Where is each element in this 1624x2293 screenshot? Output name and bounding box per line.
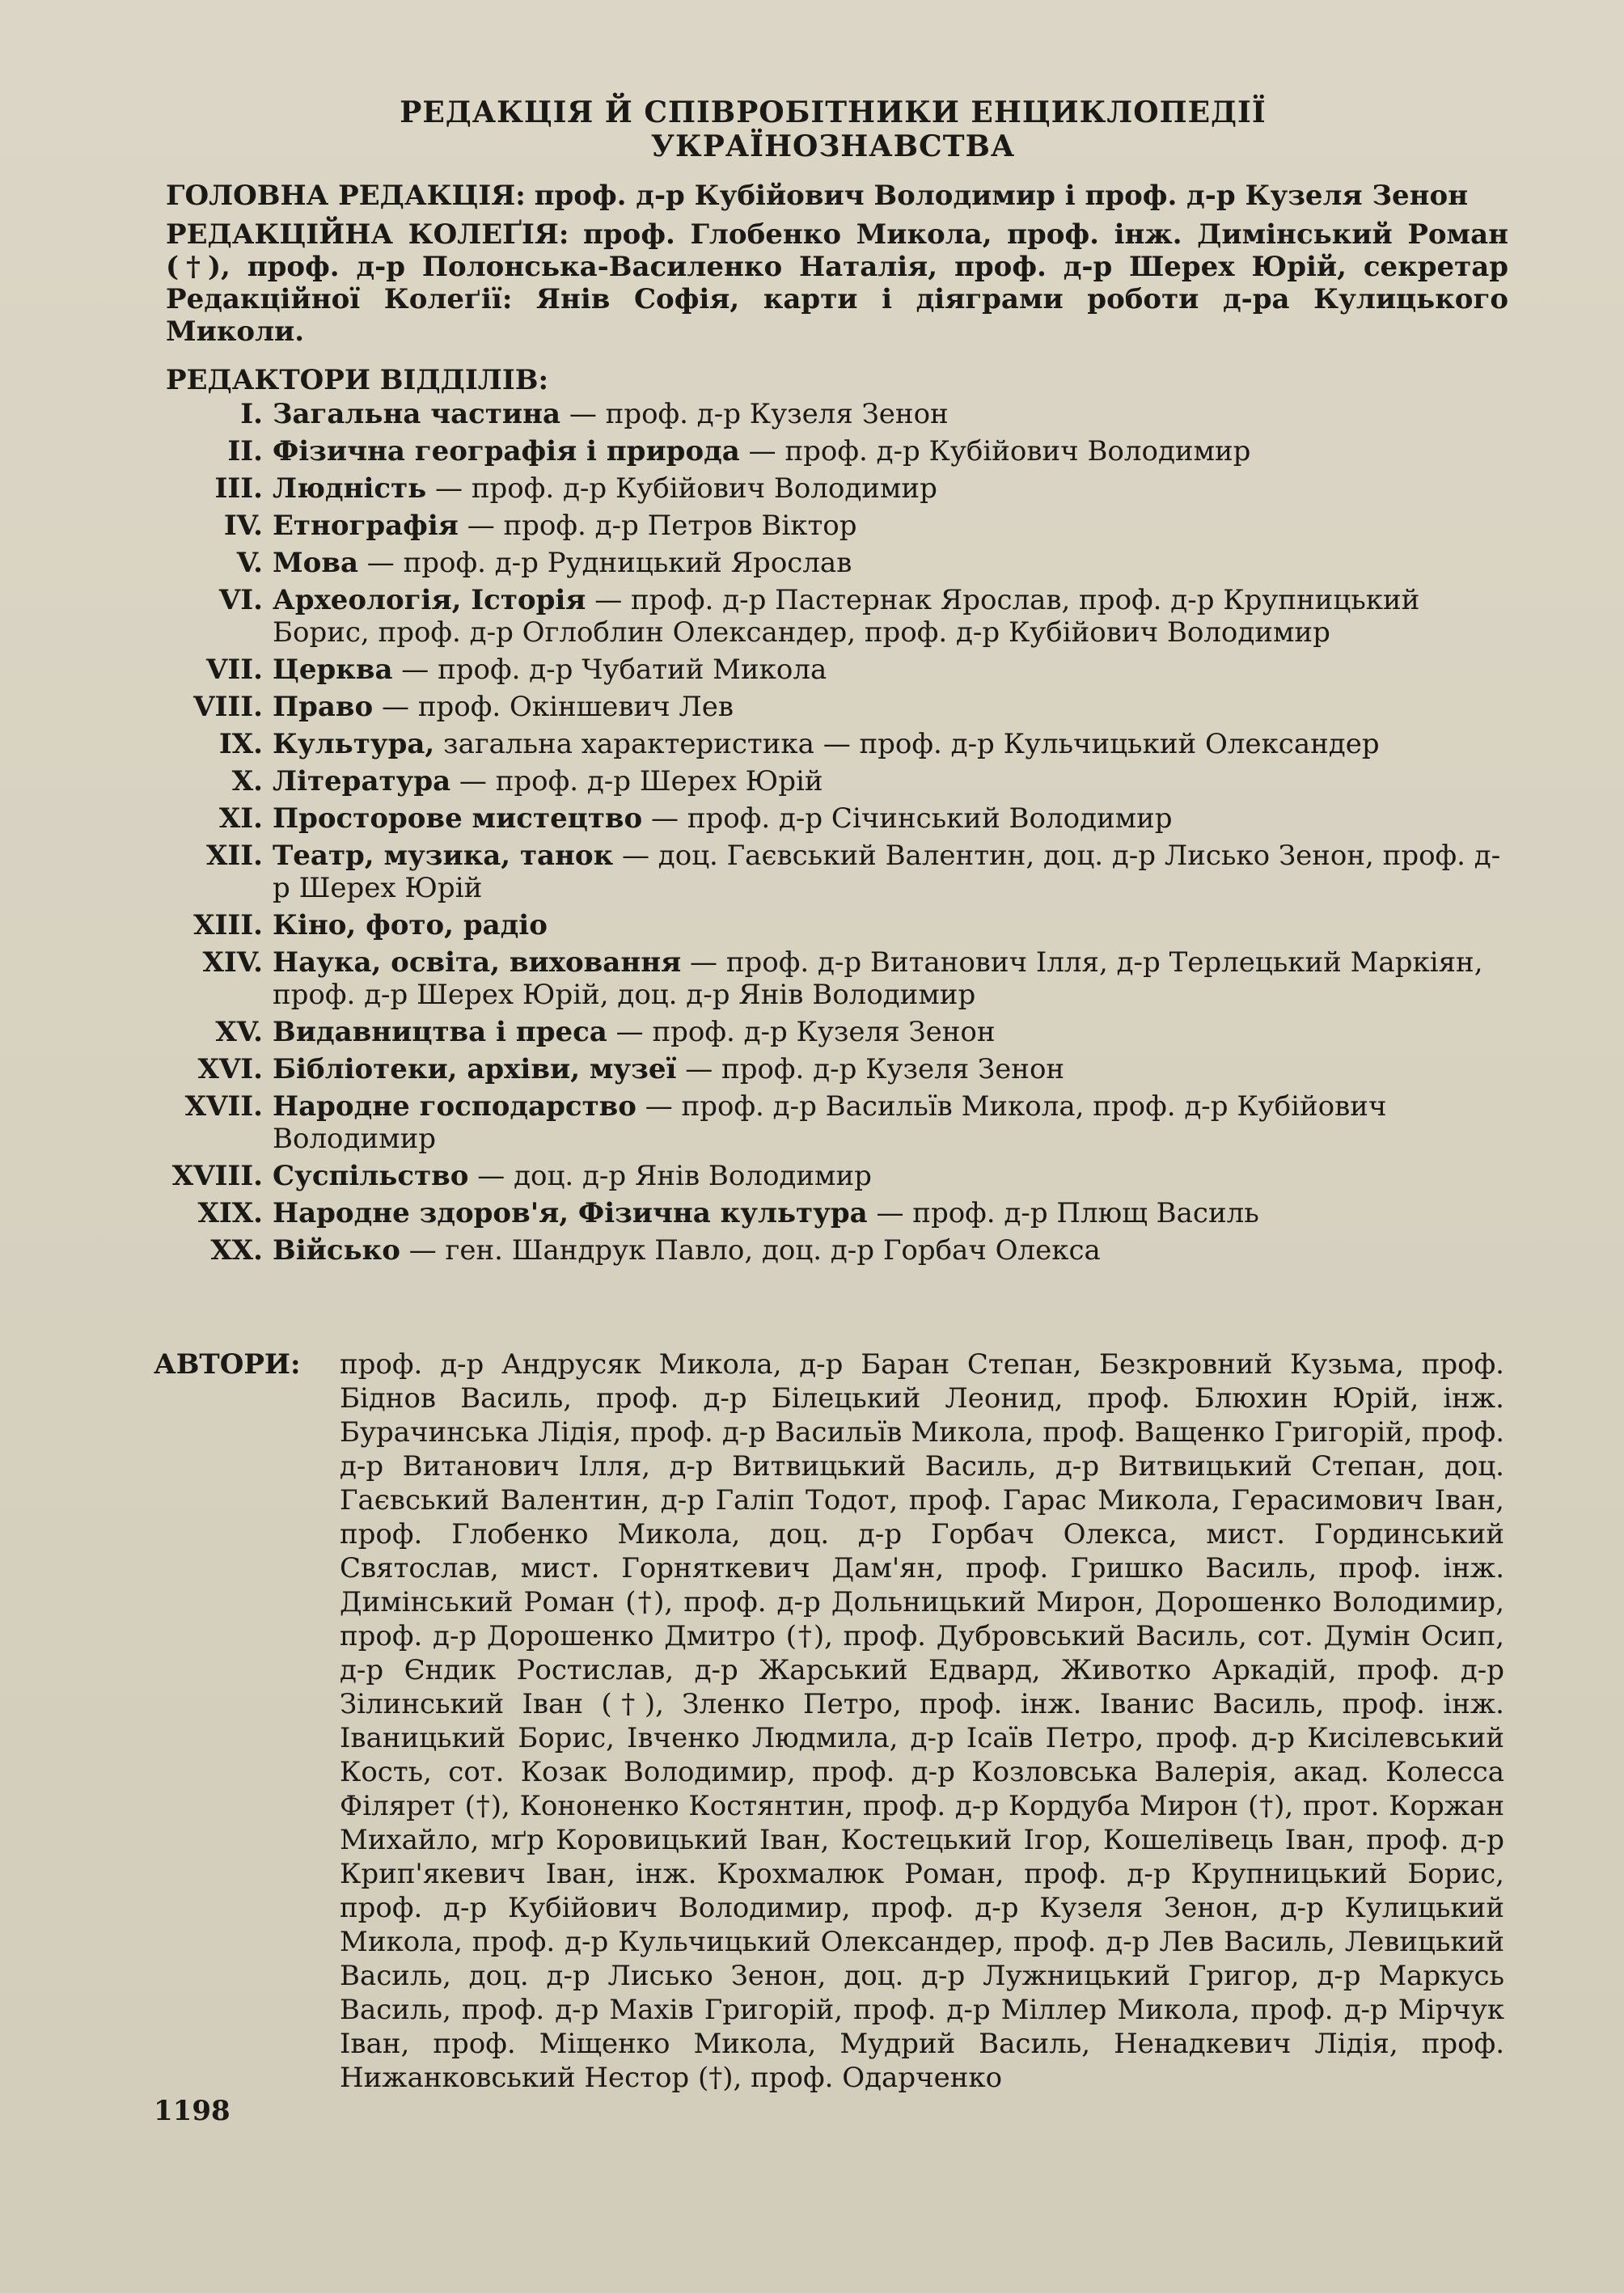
section-row <box>121 802 1504 835</box>
section-subject: Наука, освіта, виховання <box>273 946 682 979</box>
section-text <box>273 909 1502 941</box>
section-row <box>121 1053 1504 1085</box>
section-editors: — проф. д-р Пастернак Ярослав, проф. д-р Крупницький Борис, проф. д-р Оглоблин Олександер, проф. д-р Кубійович Володимир <box>273 584 1420 649</box>
section-subject: Кіно, фото, радіо <box>273 909 548 941</box>
section-row <box>121 946 1504 1011</box>
section-editors: — проф. д-р Кузеля Зенон <box>607 1016 996 1048</box>
section-editors: — проф. д-р Кузеля Зенон <box>560 398 949 430</box>
section-editors: — проф. д-р Кубійович Володимир <box>739 435 1251 467</box>
section-editors-heading: РЕДАКТОРИ ВІДДІЛІВ: <box>166 364 549 396</box>
section-editors: — проф. д-р Кузеля Зенон <box>676 1053 1065 1085</box>
section-subject: Військо <box>273 1234 400 1267</box>
main-editorial-text: проф. д-р Кубійович Володимир і проф. д-р Кузеля Зенон <box>534 180 1469 212</box>
section-text <box>273 765 1502 797</box>
section-row <box>121 547 1504 579</box>
section-text <box>273 1053 1502 1085</box>
authors-block <box>154 1347 1512 2095</box>
section-number: XX. <box>210 1234 263 1267</box>
section-editors: — ген. Шандрук Павло, доц. д-р Горбач Олекса <box>400 1234 1101 1267</box>
section-row <box>121 1234 1504 1267</box>
section-subject: Видавництва і преса <box>273 1016 607 1048</box>
section-text <box>273 1016 1502 1048</box>
section-text <box>273 802 1502 835</box>
section-row <box>121 654 1504 686</box>
section-subject: Література <box>273 765 451 797</box>
section-subject: Людність <box>273 472 427 505</box>
section-editors: загальна характеристика — проф. д-р Кульчицький Олександер <box>434 728 1380 760</box>
editorial-board <box>166 218 1508 348</box>
section-number: XII. <box>205 840 263 872</box>
section-subject: Археологія, Історія <box>273 584 586 616</box>
section-number: XVII. <box>184 1090 263 1123</box>
section-text <box>273 435 1502 467</box>
section-row <box>121 1160 1504 1192</box>
section-row <box>121 510 1504 542</box>
section-subject: Культура, <box>273 728 435 760</box>
page-title: РЕДАКЦІЯ Й СПІВРОБІТНИКИ ЕНЦИКЛОПЕДІЇ УКРАЇНОЗНАВСТВА <box>400 95 1267 163</box>
section-editors: — проф. д-р Петров Віктор <box>458 510 857 542</box>
editorial-board-label: РЕДАКЦІЙНА КОЛЕҐІЯ: <box>166 218 569 251</box>
section-text <box>273 584 1502 649</box>
section-row <box>121 909 1504 941</box>
section-row <box>121 398 1504 430</box>
section-text <box>273 398 1502 430</box>
section-editors: — проф. Окіншевич Лев <box>373 691 734 723</box>
section-text <box>273 1234 1502 1267</box>
section-number: XIV. <box>202 946 263 979</box>
section-subject: Мова <box>273 547 358 579</box>
section-number: XIX. <box>197 1197 263 1229</box>
section-text <box>273 840 1502 904</box>
section-subject: Суспільство <box>273 1160 469 1192</box>
section-subject: Бібліотеки, архіви, музеї <box>273 1053 677 1085</box>
section-text <box>273 1160 1502 1192</box>
section-editors: — проф. д-р Рудницький Ярослав <box>357 547 852 579</box>
section-subject: Фізична географія і природа <box>273 435 740 467</box>
section-number: IX. <box>218 728 263 760</box>
section-text <box>273 510 1502 542</box>
section-row <box>121 1090 1504 1155</box>
section-number: VI. <box>218 584 263 616</box>
section-text <box>273 654 1502 686</box>
section-subject: Народне господарство <box>273 1090 636 1123</box>
section-editors: — проф. д-р Витанович Ілля, д-р Терлецький Маркіян, проф. д-р Шерех Юрій, доц. д-р Янів Володимир <box>273 946 1483 1011</box>
section-editors-list <box>121 398 1504 1271</box>
section-number: VII. <box>205 654 263 686</box>
page-number: 1198 <box>154 2095 230 2127</box>
section-subject: Загальна частина <box>273 398 561 430</box>
section-editors: — доц. д-р Янів Володимир <box>468 1160 872 1192</box>
section-number: XV. <box>215 1016 263 1048</box>
section-text <box>273 946 1502 1011</box>
section-row <box>121 435 1504 467</box>
main-editorial <box>166 180 1508 212</box>
section-number: XI. <box>218 802 263 835</box>
section-row <box>121 584 1504 649</box>
editorial-board-text: проф. Глобенко Микола, проф. інж. Димінський Роман (†), проф. д-р Полонська-Василенко Наталія, проф. д-р Шерех Юрій, секретар Редакційної Колеґії: Янів Софія, карти і діяграми роботи д-ра Кулицького Миколи. <box>166 218 1509 348</box>
main-editorial-label: ГОЛОВНА РЕДАКЦІЯ: <box>166 180 526 212</box>
section-row <box>121 691 1504 723</box>
section-editors: — проф. д-р Січинський Володимир <box>642 802 1173 835</box>
section-subject: Право <box>273 691 374 723</box>
section-row <box>121 1197 1504 1229</box>
authors-list: проф. д-р Андрусяк Микола, д-р Баран Степан, Безкровний Кузьма, проф. Біднов Василь, проф. д-р Білецький Леонид, проф. Блюхин Юрій, інж. Бурачинська Лідія, проф. д-р Васильїв Микола, проф. Ващенко Григорій, проф. д-р Витанович Ілля, д-р Витвицький Василь, д-р Витвицький Степан, доц. Гаєвський Валентин, д-р Галіп Тодот, проф. Гарас Микола, Герасимович Іван, проф. Глобенко Микола, доц. д-р Горбач Олекса, мист. Гординський Святослав, мист. Горняткевич Дам'ян, проф. Гришко Василь, проф. інж. Димінський Роман (†), проф. д-р Дольницький Мирон, Дорошенко Володимир, проф. д-р Дорошенко Дмитро (†), проф. Дубровський Василь, сот. Думін Осип, д-р Єндик Ростислав, д-р Жарський Едвард, Животко Аркадій, проф. д-р Зілинський Іван (†), Зленко Петро, проф. інж. Іванис Василь, проф. інж. Іваницький Борис, Івченко Людмила, д-р Ісаїв Петро, проф. д-р Кисілевський Кость, сот. Козак Володимир, проф. д-р Козловська Валерія, акад. Колесса Філярет (†), Кононенко Костянтин, проф. д-р Кордуба Мирон (†), прот. Коржан Михайло, мґр Коровицький Іван, Костецький Ігор, Кошелівець Іван, проф. д-р Крип'якевич Іван, інж. Крохмалюк Роман, проф. д-р Крупницький Борис, проф. д-р Кубійович Володимир, проф. д-р Кузеля Зенон, д-р Кулицький Микола, проф. д-р Кульчицький Олександер, проф. д-р Лев Василь, Левицький Василь, доц. д-р Лисько Зенон, доц. д-р Лужницький Григор, д-р Маркусь Василь, проф. д-р Махів Григорій, проф. д-р Міллер Микола, проф. д-р Мірчук Іван, проф. Міщенко Микола, Мудрий Василь, Ненадкевич Лідія, проф. Нижанковський Нестор (†), проф. Одарченко <box>340 1348 1504 2094</box>
section-number: II. <box>227 435 263 467</box>
section-text <box>273 728 1502 760</box>
section-subject: Церква <box>273 654 393 686</box>
section-subject: Етнографія <box>273 510 459 542</box>
section-number: XVI. <box>197 1053 263 1085</box>
section-text <box>273 1197 1502 1229</box>
section-row <box>121 728 1504 760</box>
section-editors: — проф. д-р Кубійович Володимир <box>426 472 937 505</box>
section-subject: Народне здоров'я, Фізична культура <box>273 1197 868 1229</box>
section-editors: — проф. д-р Шерех Юрій <box>450 765 823 797</box>
section-editors: — проф. д-р Плющ Василь <box>867 1197 1259 1229</box>
section-subject: Театр, музика, танок <box>273 840 614 872</box>
section-number: VIII. <box>193 691 263 723</box>
section-row <box>121 765 1504 797</box>
section-row <box>121 840 1504 904</box>
section-number: IV. <box>223 510 263 542</box>
section-editors: — проф. д-р Васильїв Микола, проф. д-р Кубійович Володимир <box>273 1090 1387 1155</box>
section-number: XVIII. <box>171 1160 263 1192</box>
section-number: V. <box>236 547 263 579</box>
section-number: XIII. <box>193 909 263 941</box>
section-text <box>273 472 1502 505</box>
section-editors: — доц. Гаєвський Валентин, доц. д-р Лисько Зенон, проф. д-р Шерех Юрій <box>273 840 1501 904</box>
section-text <box>273 691 1502 723</box>
section-text <box>273 1090 1502 1155</box>
section-text <box>273 547 1502 579</box>
section-number: III. <box>214 472 263 505</box>
section-row <box>121 472 1504 505</box>
section-subject: Просторове мистецтво <box>273 802 643 835</box>
section-row <box>121 1016 1504 1048</box>
section-number: X. <box>231 765 263 797</box>
section-editors: — проф. д-р Чубатий Микола <box>392 654 827 686</box>
authors-label: АВТОРИ: <box>154 1348 301 1381</box>
section-number: I. <box>240 398 263 430</box>
